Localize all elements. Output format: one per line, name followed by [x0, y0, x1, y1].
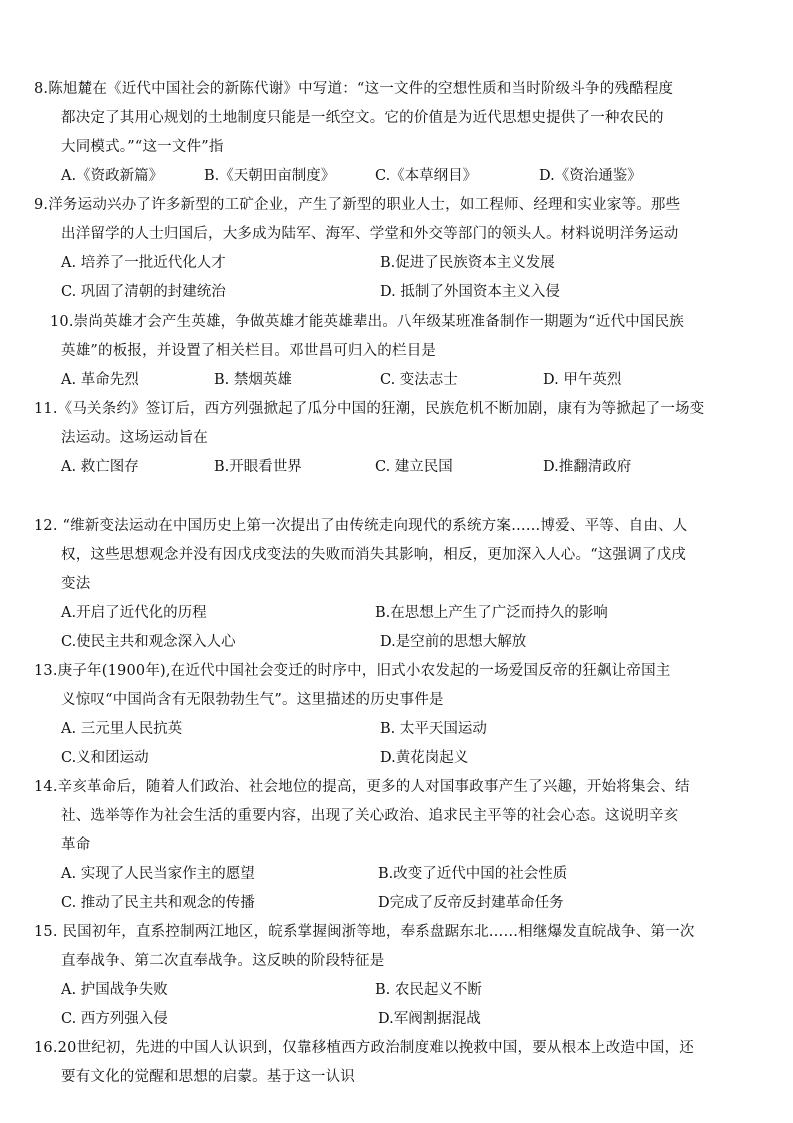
option-d: D.是空前的思想大解放 [380, 634, 527, 650]
option-b: B.《天朝田亩制度》 [204, 168, 336, 184]
question-stem-line: 要有文化的觉醒和思想的启蒙。基于这一认识 [61, 1069, 355, 1085]
option-c: C. 巩固了清朝的封建统治 [61, 284, 226, 300]
question-stem-line: 11.《马关条约》签订后，西方列强掀起了瓜分中国的狂潮，民族危机不断加剧，康有为等掀起了一场变 [34, 401, 705, 417]
question-stem-line: 16.20世纪初，先进的中国人认识到，仅靠移植西方政治制度难以挽救中国，要从根本上改造中国，还 [34, 1040, 694, 1056]
option-d: D. 抵制了外国资本主义入侵 [380, 284, 560, 300]
option-b: B.在思想上产生了广泛而持久的影响 [375, 605, 608, 621]
question-stem-line: 义惊叹“中国尚含有无限勃勃生气”。这里描述的历史事件是 [61, 692, 444, 708]
option-d: D. 甲午英烈 [543, 372, 622, 388]
option-a: A. 革命先烈 [61, 372, 139, 388]
question-stem-line: 革命 [61, 837, 91, 853]
option-c: C.义和团运动 [61, 750, 149, 766]
option-a: A. 培养了一批近代化人才 [61, 255, 226, 271]
option-c: C.使民主共和观念深入人心 [61, 634, 236, 650]
question-stem-line: 大同模式。”“这一文件”指 [61, 139, 224, 155]
option-b: B. 禁烟英雄 [214, 372, 292, 388]
option-c: C. 西方列强入侵 [61, 1011, 168, 1027]
question-stem-line: 13.庚子年(1900年),在近代中国社会变迁的时序中，旧式小农发起的一场爱国反帝的狂飙让帝国主 [34, 663, 671, 679]
question-stem-line: 8.陈旭麓在《近代中国社会的新陈代谢》中写道：“这一文件的空想性质和当时阶级斗争的残酷程度 [34, 81, 674, 97]
option-c: C. 推动了民主共和观念的传播 [61, 895, 255, 911]
question-stem-line: 英雄”的板报，并设置了相关栏目。邓世昌可归入的栏目是 [61, 343, 437, 359]
option-d: D.军阀割据混战 [378, 1011, 481, 1027]
option-b: B.开眼看世界 [214, 459, 302, 475]
question-stem-line: 直奉战争、第二次直奉战争。这反映的阶段特征是 [61, 953, 385, 969]
option-a: A. 护国战争失败 [61, 982, 168, 998]
option-a: A. 三元里人民抗英 [61, 721, 183, 737]
option-a: A.《资政新篇》 [61, 168, 164, 184]
option-b: B.促进了民族资本主义发展 [380, 255, 555, 271]
option-d: D.推翻清政府 [543, 459, 632, 475]
question-stem-line: 社、选举等作为社会生活的重要内容，出现了关心政治、追求民主平等的社会心态。这说明辛亥 [61, 808, 679, 824]
option-a: A. 救亡图存 [61, 459, 139, 475]
question-stem-line: 都决定了其用心规划的土地制度只能是一纸空文。它的价值是为近代思想史提供了一种农民的 [61, 110, 664, 126]
question-stem-line: 权，这些思想观念并没有因戊戌变法的失败而消失其影响，相反，更加深入人心。“这强调了戊戌 [61, 547, 687, 563]
option-a: A. 实现了人民当家作主的愿望 [61, 866, 255, 882]
option-b: B.改变了近代中国的社会性质 [378, 866, 568, 882]
question-stem-line: 15. 民国初年，直系控制两江地区，皖系掌握闽浙等地，奉系盘踞东北……相继爆发直皖战争、第一次 [34, 924, 695, 940]
option-b: B. 农民起义不断 [375, 982, 482, 998]
option-d: D完成了反帝反封建革命任务 [378, 895, 564, 911]
question-stem-line: 9.洋务运动兴办了许多新型的工矿企业，产生了新型的职业人士，如工程师、经理和实业家等。那些 [34, 197, 681, 213]
option-b: B. 太平天国运动 [380, 721, 487, 737]
option-c: C. 变法志士 [380, 372, 458, 388]
option-c: C. 建立民国 [375, 459, 453, 475]
option-d: D.黄花岗起义 [380, 750, 469, 766]
option-d: D.《资治通鉴》 [539, 168, 642, 184]
question-stem-line: 10.崇尚英雄才会产生英雄，争做英雄才能英雄辈出。八年级某班准备制作一期题为“近代中国民族 [50, 314, 684, 330]
question-stem-line: 出洋留学的人士归国后，大多成为陆军、海军、学堂和外交等部门的领头人。材料说明洋务运动 [61, 226, 679, 242]
question-stem-line: 变法 [61, 576, 91, 592]
question-stem-line: 12. “维新变法运动在中国历史上第一次提出了由传统走向现代的系统方案……博爱、平等、自由、人 [34, 518, 688, 534]
question-stem-line: 14.辛亥革命后，随着人们政治、社会地位的提高，更多的人对国事政事产生了兴趣，开始将集会、结 [34, 779, 690, 795]
option-a: A.开启了近代化的历程 [61, 605, 207, 621]
option-c: C.《本草纲目》 [375, 168, 478, 184]
question-stem-line: 法运动。这场运动旨在 [61, 430, 208, 446]
